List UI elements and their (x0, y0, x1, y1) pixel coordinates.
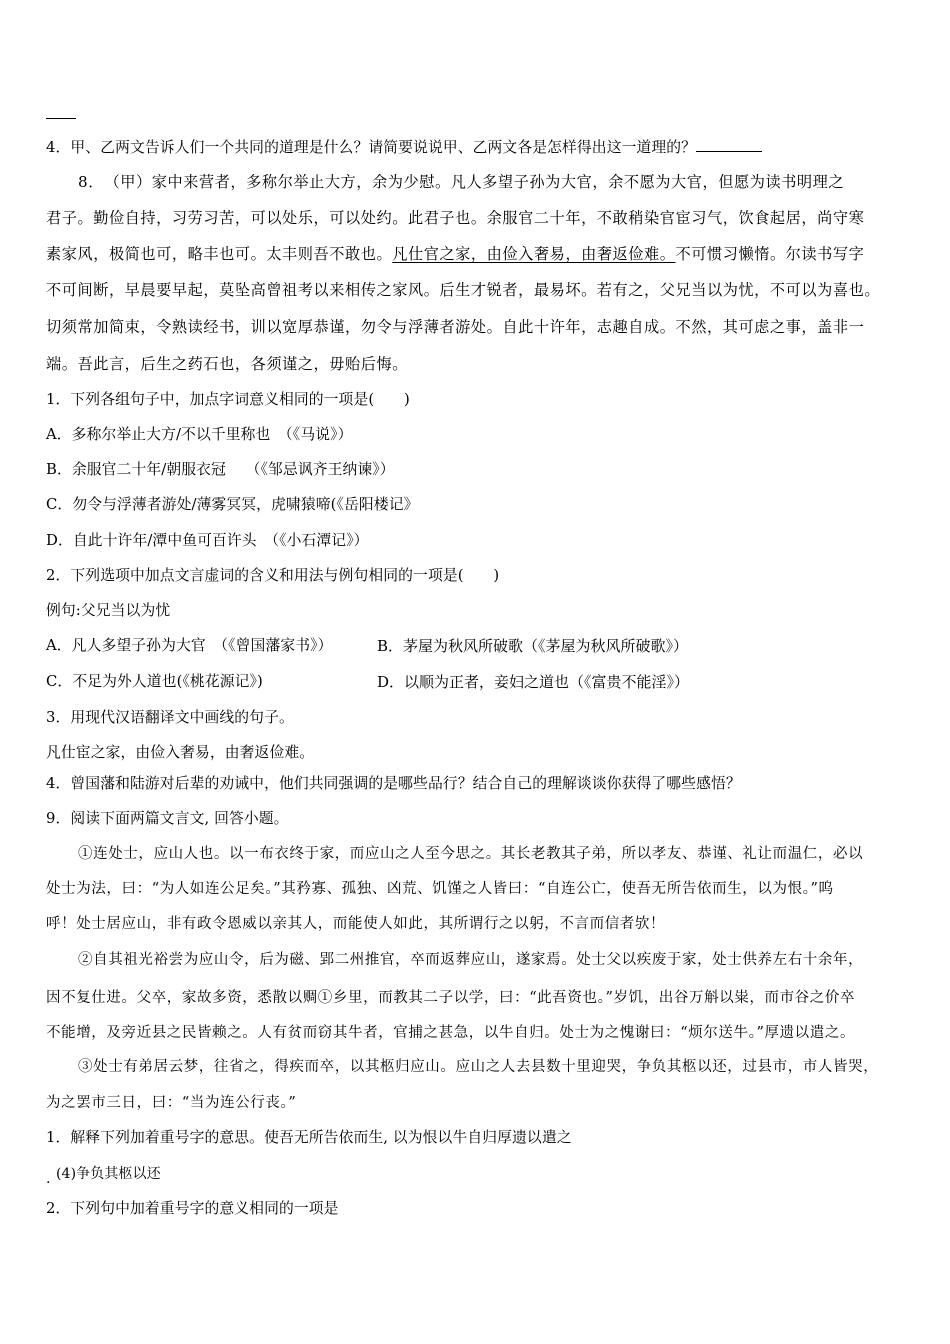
passage-text: 不可惯习懒惰。尔读书写字 (675, 245, 865, 263)
classic-3-line-1: ③处士有弟居云梦，往省之，得疾而卒，以其柩归应山。应山之人去县数十里迎哭，争负其柩以还，过县市，市人皆哭， (78, 1059, 879, 1075)
option-1a: A．多称尔举止大方/不以千里称也 （《马说》） (46, 426, 353, 443)
question-9-2: 2．下列句中加着重号字的意义相同的一项是 (46, 1200, 339, 1217)
option-1b: B．余服官二十年/朝服衣冠 （《邹忌讽齐王纳谏》） (46, 461, 395, 478)
classic-1-line-1: ①连处士，应山人也。以一布衣终于家，而应山之人至今思之。其长老教其子弟，所以孝友、恭谨、礼让而温仁，必以 (78, 846, 864, 862)
passage-8-line-2: 君子。勤俭自持，习劳习苦，可以处乐，可以处约。此君子也。余服官二十年，不敢稍染官宦习气，饮食起居，尚守寒 (46, 209, 865, 227)
question-2: 2．下列选项中加点文言虚词的含义和用法与例句相同的一项是( ) (46, 567, 500, 584)
option-1d: D．自此十许年/潭中鱼可百许头 （《小石潭记》） (46, 532, 369, 549)
classic-1-line-2: 处士为法，曰：“为人如连公足矣。”其矜寡、孤独、凶荒、饥馑之人皆曰：“自连公亡，使吾无所告依而生，以为恨。”呜 (46, 881, 834, 897)
passage-8-line-6: 端。吾此言，后生之药石也，各须谨之，毋贻后悔。 (46, 355, 408, 373)
option-2c: C．不足为外人道也(《桃花源记》) (46, 673, 263, 690)
option-2d: D．以顺为正者，妾妇之道也（《富贵不能淫》） (377, 673, 690, 691)
option-2a: A．凡人多望子孙为大官 （《曾国藩家书》） (46, 637, 333, 654)
underlined-sentence: 凡仕官之家，由俭入奢易，由奢返俭难。 (392, 245, 676, 263)
question-9-1-4: (4)争负其柩以还 (56, 1166, 161, 1182)
question-3-sentence: 凡仕宦之家，由俭入奢易，由奢返俭难。 (46, 744, 315, 761)
question-4-prev (46, 137, 762, 158)
answer-blank[interactable] (696, 137, 762, 152)
option-1c: C．勿令与浮薄者游处/薄雾冥冥，虎啸猿啼(《岳阳楼记》 (46, 496, 419, 513)
passage-8-line-3 (46, 244, 864, 264)
option-2b: B．茅屋为秋风所破歌（《茅屋为秋风所破歌》） (377, 637, 689, 655)
classic-2-line-2: 因不复仕进。父卒，家故多资，悉散以赒①乡里，而教其二子以学，曰：“此吾资也。”岁饥，出谷万斛以粜，而市谷之价卒 (46, 990, 856, 1006)
question-text: 4．甲、乙两文告诉人们一个共同的道理是什么？请简要说说甲、乙两文各是怎样得出这一道理的？ (46, 139, 697, 156)
question-9-intro: 9．阅读下面两篇文言文, 回答小题。 (46, 810, 289, 827)
classic-2-line-3: 不能增，及旁近县之民皆赖之。人有贫而窃其牛者，官捕之甚急，以牛自归。处士为之愧谢曰：“烦尔送牛。”厚遗以遣之。 (46, 1025, 856, 1041)
answer-blank-line (46, 104, 76, 124)
passage-8-line-4: 不可间断，早晨要早起，莫坠高曾祖考以来相传之家风。后生才锐者，最易坏。若有之，父兄当以为忧，不可以为喜也。 (46, 281, 881, 299)
classic-3-line-2: 为之罢市三日，曰：“当为连公行丧。” (46, 1095, 297, 1111)
question-4: 4．曾国藩和陆游对后辈的劝诫中，他们共同强调的是哪些品行？结合自己的理解谈谈你获得了哪些感悟？ (46, 775, 741, 792)
question-9-1: 1．解释下列加着重号字的意思。使吾无所告依而生, 以为恨以牛自归厚遗以遣之 (46, 1129, 572, 1146)
answer-blank[interactable] (46, 117, 76, 119)
question-2-example: 例句:父兄当以为忧 (46, 602, 171, 619)
passage-8-line-1: 8． （甲）家中来营者，多称尔举止大方，余为少慰。凡人多望子孙为大官，余不愿为大官，但愿为读书明理之 (78, 173, 845, 191)
passage-text: 素家风，极简也可，略丰也可。太丰则吾不敢也。 (46, 245, 393, 263)
classic-1-line-3: 呼！处士居应山，非有政令恩威以亲其人，而能使人如此，其所谓行之以躬，不言而信者欤！ (46, 916, 666, 932)
classic-2-line-1: ②自其祖光裕尝为应山令，后为磁、郢二州推官，卒而返葬应山，遂家焉。处士父以疾废于家，处士供养左右十余年， (78, 952, 864, 968)
question-1: 1．下列各组句子中，加点字词意义相同的一项是( ) (46, 391, 410, 408)
emphasis-dot-icon: . (46, 1171, 51, 1187)
question-3: 3．用现代汉语翻译文中画线的句子。 (46, 709, 294, 726)
passage-8-line-5: 切须常加简束，令熟读经书，训以宽厚恭谨，勿令与浮薄者游处。自此十许年，志趣自成。不然，其可虑之事，盖非一 (46, 318, 865, 336)
